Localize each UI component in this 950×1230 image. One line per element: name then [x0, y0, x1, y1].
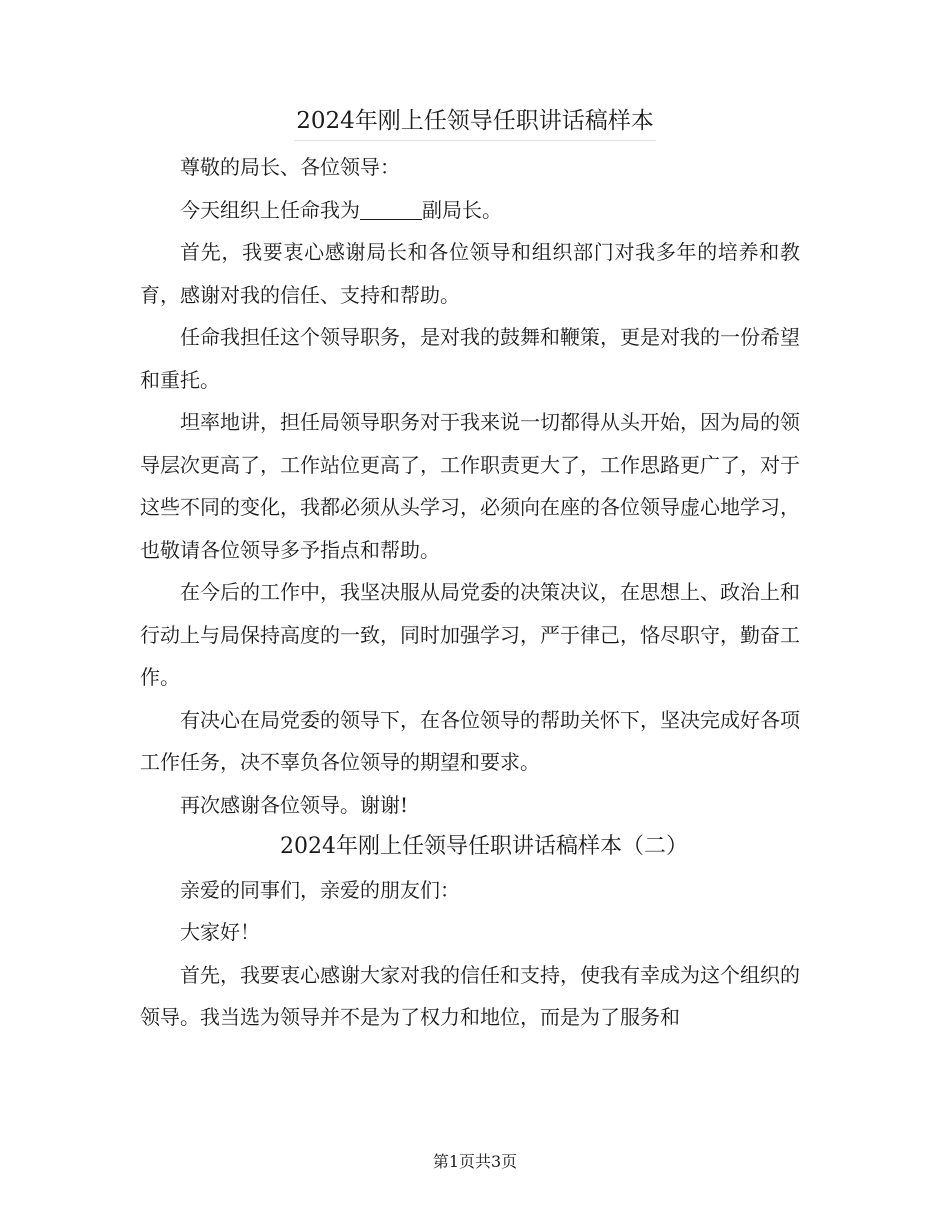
section2-paragraph: 首先，我要衷心感谢大家对我的信任和支持，使我有幸成为这个组织的领导。我当选为领导并不是为了权力和地位，而是为了服务和	[140, 962, 800, 1029]
page-footer	[0, 1152, 950, 1172]
paragraph: 首先，我要衷心感谢局长和各位领导和组织部门对我多年的培养和教育，感谢对我的信任、支持和帮助。	[140, 240, 800, 307]
document-title-text: 2024年刚上任领导任职讲话稿样本	[294, 104, 656, 141]
salutation: 尊敬的局长、各位领导：	[180, 155, 400, 179]
section2-greeting: 大家好！	[180, 920, 260, 944]
paragraph: 坦率地讲，担任局领导职务对于我来说一切都得从头开始，因为局的领导层次更高了，工作站位更高了，工作职责更大了，工作思路更广了，对于这些不同的变化，我都必须从头学习，必须向在座的各位领导虚心地学习，也敬请各位领导多予指点和帮助。	[140, 410, 800, 562]
paragraph: 任命我担任这个领导职务，是对我的鼓舞和鞭策，更是对我的一份希望和重托。	[140, 325, 800, 392]
section2-salutation: 亲爱的同事们，亲爱的朋友们：	[180, 877, 460, 902]
appointment-text-after: 副局长。	[422, 197, 502, 222]
document-title	[0, 104, 950, 141]
appointment-text-before: 今天组织上任命我为	[180, 197, 360, 222]
paragraph: 在今后的工作中，我坚决服从局党委的决策决议，在思想上、政治上和行动上与局保持高度的一致，同时加强学习，严于律己，恪尽职守，勤奋工作。	[140, 580, 800, 689]
page-indicator: 第1页共3页	[432, 1152, 518, 1171]
closing-thanks: 再次感谢各位领导。谢谢!	[180, 792, 409, 817]
section-heading: 2024年刚上任领导任职讲话稿样本（二）	[280, 834, 688, 859]
blank-underline	[360, 199, 422, 220]
paragraph-appointment	[140, 189, 800, 232]
paragraph: 有决心在局党委的领导下，在各位领导的帮助关怀下，坚决完成好各项工作任务，决不辜负各位领导的期望和要求。	[140, 707, 800, 774]
document-body	[140, 146, 800, 1039]
